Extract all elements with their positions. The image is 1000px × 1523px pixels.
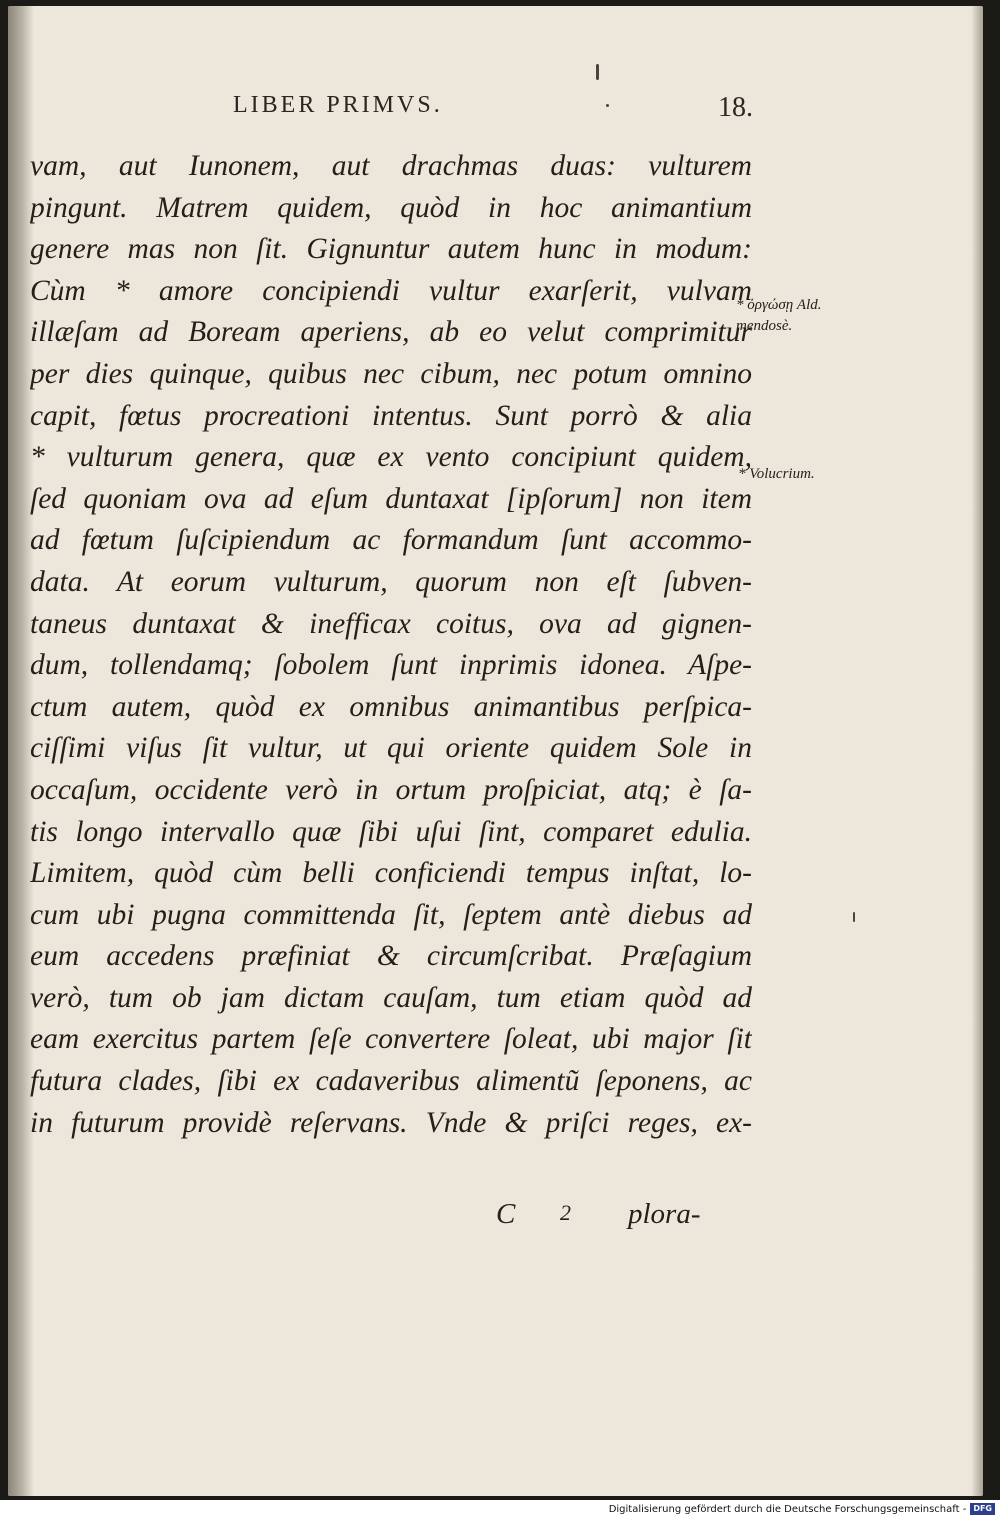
text-line: ad fœtum ſuſcipiendum ac formandum ſunt accommo- (30, 524, 752, 557)
text-line: eum accedens præfiniat & circumſcribat. Præſagium (30, 940, 752, 973)
catchword: plora- (628, 1198, 701, 1230)
signature-mark: C (496, 1198, 516, 1230)
text-line: vam, aut Iunonem, aut drachmas duas: vulturem (30, 150, 752, 182)
catchword-line (30, 1198, 730, 1240)
text-line: eam exercitus partem ſeſe convertere ſoleat, ubi major ſit (30, 1023, 752, 1056)
dfg-logo: DFG (970, 1503, 995, 1515)
text-line: verò, tum ob jam dictam cauſam, tum etiam quòd ad (30, 981, 752, 1014)
text-line: Limitem, quòd cùm belli conficiendi tempus inſtat, lo- (30, 857, 752, 890)
marginal-note: * ὀργώσῃ Ald. (736, 297, 822, 313)
folio-number: 18. (718, 92, 753, 123)
body-text (30, 146, 752, 1144)
text-line: cum ubi pugna committenda ſit, ſeptem antè diebus ad (30, 898, 752, 931)
text-line: pingunt. Matrem quidem, quòd in hoc animantium (30, 191, 752, 224)
text-line: Cùm * amore concipiendi vultur exarſerit, vulvam (30, 274, 752, 307)
signature-number: 2 (560, 1200, 571, 1225)
marginal-note: * Volucrium. (738, 466, 815, 482)
book-page (8, 6, 983, 1496)
text-line: in futurum providè reſervans. Vnde & priſci reges, ex- (30, 1106, 752, 1139)
text-line: per dies quinque, quibus nec cibum, nec potum omnino (30, 357, 752, 390)
running-header (233, 92, 753, 132)
running-title: LIBER PRIMVS. (233, 92, 443, 118)
ink-fleck (853, 912, 855, 922)
ink-fleck (596, 64, 599, 80)
text-line: futura clades, ſibi ex cadaveribus alimentũ ſeponens, ac (30, 1065, 752, 1098)
text-line: ciſſimi viſus ſit vultur, ut qui oriente quidem Sole in (30, 732, 752, 765)
ink-fleck (606, 104, 609, 107)
credit-text: Digitalisierung gefördert durch die Deutsche Forschungsgemeinschaft - (608, 1504, 967, 1515)
text-line: * vulturum genera, quæ ex vento concipiunt quidem, (30, 441, 752, 474)
text-line: occaſum, occidente verò in ortum proſpiciat, atq; è ſa- (30, 773, 752, 806)
text-line: illæſam ad Boream aperiens, ab eo velut comprimitur (30, 316, 752, 349)
text-line: ctum autem, quòd ex omnibus animantibus perſpica- (30, 690, 752, 723)
text-line: ſed quoniam ova ad eſum duntaxat [ipſorum] non item (30, 482, 752, 515)
text-line: tis longo intervallo quæ ſibi uſui ſint, comparet edulia. (30, 815, 752, 848)
marginal-note: mendosè. (736, 318, 793, 334)
text-line: taneus duntaxat & inefficax coitus, ova ad gignen- (30, 607, 752, 640)
page-edge-shadow (971, 6, 983, 1496)
text-line: capit, fœtus procreationi intentus. Sunt porrò & alia (30, 399, 752, 432)
digitization-credit (600, 1503, 995, 1519)
text-line: genere mas non ſit. Gignuntur autem hunc in modum: (30, 233, 752, 266)
text-line: data. At eorum vulturum, quorum non eſt ſubven- (30, 565, 752, 598)
text-line: dum, tollendamq; ſobolem ſunt inprimis idonea. Aſpe- (30, 649, 752, 682)
